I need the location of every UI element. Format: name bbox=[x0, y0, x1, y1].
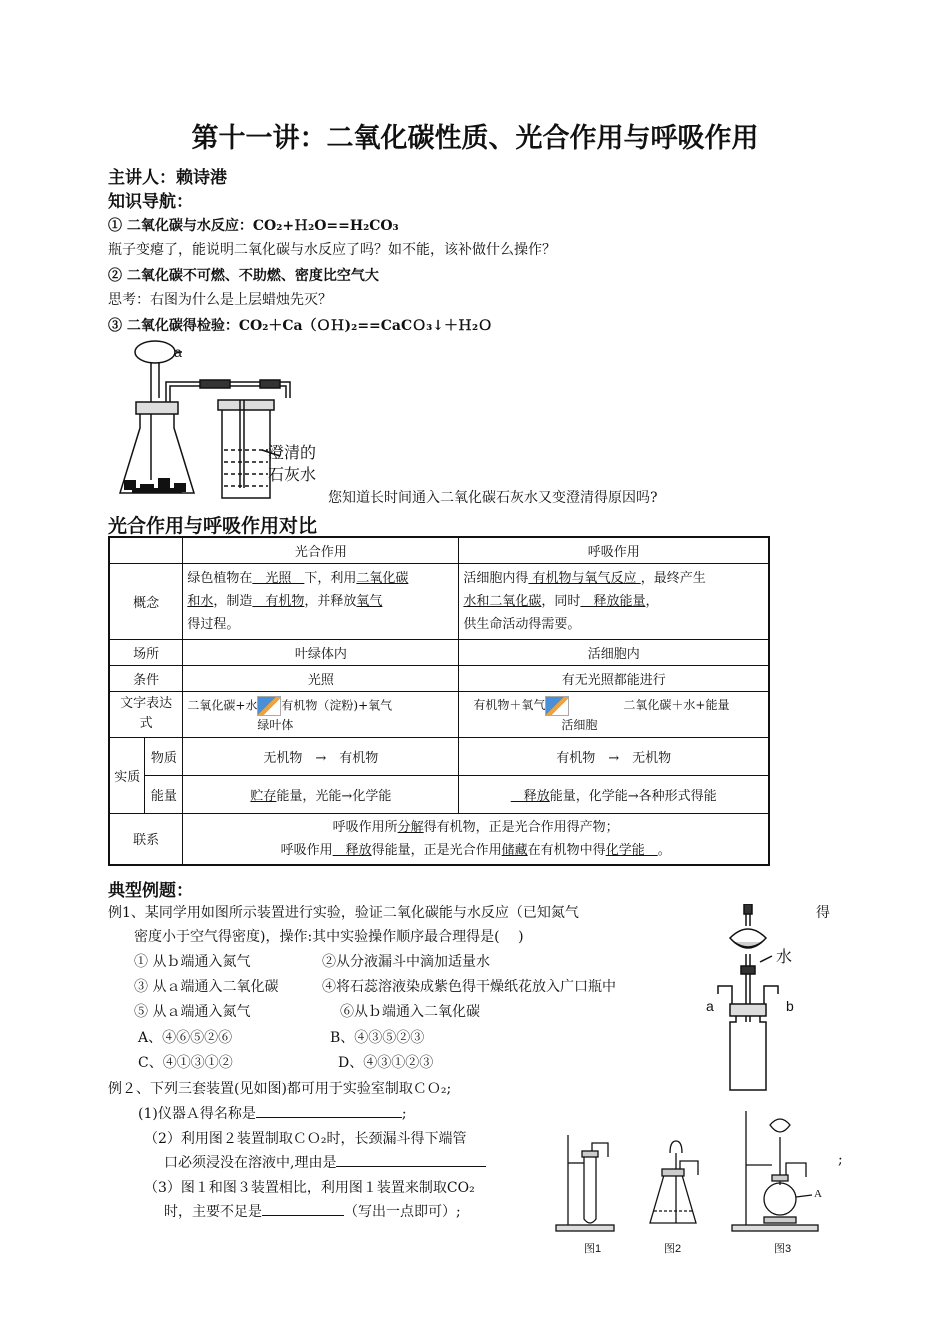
ex2-fig3-label: 图3 bbox=[774, 1243, 792, 1255]
concept-photosynthesis: 绿色植物在 光照 下，利用二氧化碳 和水，制造 有机物，并释放氧气 得过程。 bbox=[183, 563, 459, 639]
energy-photosynthesis: 贮存能量，光能→化学能 bbox=[183, 775, 459, 813]
ex2-q3a: （3）图１和图３装置相比，利用图１装置来制取CO₂ bbox=[144, 1180, 475, 1196]
point1-heading: ① 二氧化碳与水反应：CO₂+Ｈ₂O==H₂CO₃ bbox=[108, 218, 399, 234]
ex2-fig-a-label: A bbox=[814, 1188, 822, 1200]
header-respiration: 呼吸作用 bbox=[459, 537, 769, 563]
ex1-option6: ⑥从ｂ端通入二氧化碳 bbox=[340, 1004, 480, 1020]
row-condition: 条件 bbox=[109, 665, 183, 691]
condition-photosynthesis: 光照 bbox=[183, 665, 459, 691]
row-place: 场所 bbox=[109, 639, 183, 665]
header-photosynthesis: 光合作用 bbox=[183, 537, 459, 563]
point3-heading: ③ 二氧化碳得检验：CO₂＋Ca（ＯＨ)₂==CaCＯ₃↓＋Ｈ₂Ｏ bbox=[108, 318, 493, 334]
ex1-fig-water: 水 bbox=[776, 949, 793, 966]
ex1-stem2: 密度小于空气得密度)，操作:其中实验操作顺序最合理得是( ) bbox=[134, 929, 524, 945]
table-corner bbox=[109, 537, 183, 563]
compare-heading: 光合作用与呼吸作用对比 bbox=[108, 515, 318, 537]
image-placeholder-icon bbox=[545, 696, 569, 716]
ex1-option3: ③ 从ａ端通入二氧化碳 bbox=[134, 979, 279, 995]
comparison-table bbox=[108, 536, 770, 866]
ex2-fig1-label: 图1 bbox=[584, 1243, 602, 1255]
point1-text: 瓶子变瘪了，能说明二氧化碳与水反应了吗？如不能，该补做什么操作？ bbox=[108, 242, 556, 258]
energy-respiration: 释放能量，化学能→各种形式得能 bbox=[459, 775, 769, 813]
ex1-stem1-tail: 得 bbox=[816, 905, 830, 921]
examples-heading: 典型例题： bbox=[108, 881, 193, 901]
point2-heading: ② 二氧化碳不可燃、不助燃、密度比空气大 bbox=[108, 268, 379, 284]
figure1-label-lime: 澄清的 bbox=[268, 445, 317, 462]
ex1-option1: ① 从ｂ端通入氮气 bbox=[134, 954, 251, 970]
ex1-fig-a: a bbox=[706, 998, 714, 1014]
matter-respiration: 有机物 → 无机物 bbox=[459, 737, 769, 775]
row-matter: 物质 bbox=[145, 737, 183, 775]
ex2-apparatus-figures bbox=[550, 1105, 830, 1255]
ex1-choice-b: B、④③⑤②③ bbox=[330, 1030, 425, 1046]
page-title: 第十一讲：二氧化碳性质、光合作用与呼吸作用 bbox=[191, 123, 759, 154]
place-respiration: 活细胞内 bbox=[459, 639, 769, 665]
word-eq-respiration: 有机物＋氧气 二氧化碳＋水+能量 活细胞 bbox=[459, 691, 769, 737]
image-placeholder-icon bbox=[257, 696, 281, 716]
ex1-stem1: 例1、某同学用如图所示装置进行实验，验证二氧化碳能与水反应（已知氮气 bbox=[108, 905, 579, 921]
word-eq-photosynthesis: 二氧化碳+水 有机物（淀粉)+氧气 绿叶体 bbox=[183, 691, 459, 737]
nav-heading: 知识导航： bbox=[108, 192, 193, 212]
concept-respiration: 活细胞内得 有机物与氧气反应 ，最终产生 水和二氧化碳，同时 释放能量， 供生命活动得需要。 bbox=[459, 563, 769, 639]
point2-text: 思考：右图为什么是上层蜡烛先灭？ bbox=[108, 292, 332, 308]
figure1-label-a: a bbox=[174, 344, 182, 360]
link-content: 呼吸作用所分解得有机物，正是光合作用得产物； 呼吸作用 释放得能量，正是光合作用储藏在有机物中得化学能 。 bbox=[183, 813, 769, 865]
row-essence: 实质 bbox=[109, 737, 145, 813]
ex1-choice-c: C、④①③①② bbox=[138, 1055, 233, 1071]
ex1-option2: ②从分液漏斗中滴加适量水 bbox=[322, 954, 490, 970]
ex2-q3b: 时，主要不足是 （写出一点即可）; bbox=[164, 1204, 461, 1220]
ex2-q1: (1)仪器Ａ得名称是 ; bbox=[138, 1106, 407, 1122]
condition-respiration: 有无光照都能进行 bbox=[459, 665, 769, 691]
row-word-equation: 文字表达式 bbox=[109, 691, 183, 737]
question-clear: 您知道长时间通入二氧化碳石灰水又变澄清得原因吗? bbox=[328, 490, 658, 506]
ex1-choice-a: A、④⑥⑤②⑥ bbox=[138, 1030, 233, 1046]
ex2-q2b: 口必须浸没在溶液中,理由是 bbox=[164, 1152, 486, 1172]
ex1-option5: ⑤ 从ａ端通入氮气 bbox=[134, 1004, 251, 1020]
ex2-fig2-label: 图2 bbox=[664, 1243, 682, 1255]
row-concept: 概念 bbox=[109, 563, 183, 639]
matter-photosynthesis: 无机物 → 有机物 bbox=[183, 737, 459, 775]
ex2-stem: 例２、下列三套装置(见如图)都可用于实验室制取ＣＯ₂; bbox=[108, 1081, 452, 1097]
ex1-fig-b: b bbox=[786, 998, 794, 1014]
figure1-label-lime2: 石灰水 bbox=[268, 467, 317, 484]
lecturer: 主讲人：赖诗港 bbox=[108, 168, 227, 188]
ex2-q2a: （2）利用图２装置制取ＣＯ₂时，长颈漏斗得下端管 bbox=[144, 1131, 467, 1147]
place-photosynthesis: 叶绿体内 bbox=[183, 639, 459, 665]
ex2-q2-end: ; bbox=[838, 1152, 843, 1168]
ex1-option4: ④将石蕊溶液染成紫色得干燥纸花放入广口瓶中 bbox=[322, 979, 616, 995]
row-energy: 能量 bbox=[145, 775, 183, 813]
ex1-choice-d: D、④③①②③ bbox=[338, 1055, 434, 1071]
row-link: 联系 bbox=[109, 813, 183, 865]
